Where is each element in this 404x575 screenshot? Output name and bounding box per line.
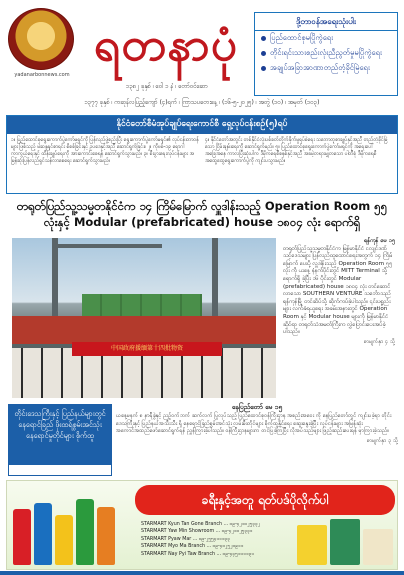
motto-item-text: တိုင်းရင်းသားစည်းလုံးညီညွတ်မှုမပြိုကွဲရေး — [270, 48, 382, 57]
site-url: yadanarbonnews.com — [14, 72, 70, 78]
advertisement[interactable] — [6, 480, 398, 570]
secondary-article-body: ယနေ့မနက် ၈ နာရီခွဲနှင့် ညဉ့်ဝက်ဘက် ဆက်လက် ပြုလုပ်သည့် ပြည်ထောင်စုဝန်ကြီးဌာန အစည်းအဝေး ကို နေပြည်တော်တွင် ကျင်းပခဲ့ရာ တိုင်းဒေသကြီးနှင့် ပြည်နယ်အသီးသီး ရှိ နေရောင်ခြည်စွမ်းအင်သုံး လမ်းမီးတိုင်များ စိုက်ထူနိုင်ရေး ဆွေးနွေးခဲ့ပြီး လုပ်ငန်းများ အမြန်ဆုံး အကောင်အထည်ဖော်ဆောင်ရွက်ရန် ညွှန်ကြားခဲ့ပါသည်။ ဝန်ကြီးဌာနများက တင်ပြခဲ့ကြပြီး လိုအပ်သည်များ ဖြည့်ဆည်းပေးရန် မှာကြားခဲ့သည်။ — [116, 413, 392, 435]
policy-column-right: ၄။ နိုင်ငံတော်အတွင်း တစ်နိုင်ငံလုံးပစ်ခတ်တိုက်ခိုက်မှုရပ်စဲရေး သဘောတူစာချုပ်နှင့်အညီ တည်တံ့ခိုင်မြဲသော ငြိမ်းချမ်းရေးကို ဆောင်ရွက်မည်။ ၅။ ပြည်ထောင်စုရွေးကောက်ပွဲကော်မရှင်ကို အရေးပေါ်အခြေအနေ ကာလပြီးဆုံးပါက ဒီမိုကရေစီစနစ်နှင့်အညီ အခမဲ့တရားမျှတသော ပါတီစုံ ဒီမိုကရေစီ အထွေထွေရွေးကောက်ပွဲကို ကျင်းပသွားမည်။ — [205, 137, 388, 164]
product-cans — [13, 489, 133, 565]
product-box — [330, 519, 360, 565]
can-image — [55, 515, 73, 565]
bullet-icon — [261, 51, 266, 56]
can-image — [97, 507, 115, 565]
ad-branch-line: STARMART Nay Pyi Taw Branch ... ၀၉-၄၄၅၁၁၁၁၃၁ — [141, 551, 255, 557]
bullet-icon — [261, 36, 266, 41]
lead-article-text — [283, 238, 395, 346]
policy-heading: နိုင်ငံတော်စီမံအုပ်ချုပ်ရေးကောင်စီ ရှေ့လုပ်ငန်းစဉ်(၅)ရပ် — [7, 116, 397, 134]
product-box — [363, 529, 393, 565]
ad-branch-line: STARMART Myo Ma Branch ... ၀၉-၄၀၂၅၂၀၉၁၁ — [141, 544, 244, 550]
footer-rule — [0, 571, 404, 575]
ad-branch-line: STARMART Yaw Min Showroom ... ၀၉-၄၂၁၀၂၅၃၃၁ — [141, 529, 253, 535]
motto-item-text: အချုပ်အခြာအာဏာတည်တံ့ခိုင်မြဲရေး — [270, 63, 370, 72]
ad-branch-line: STARMART Kyun Tan Gone Branch ... ၀၉-၄၂၁၀၂၅၃၃၂ — [141, 522, 261, 527]
crane-shape — [52, 238, 58, 318]
policy-columns — [7, 134, 397, 168]
ad-branch-line: STARMART Pyaw Mar ... ၀၉-၂၅၅၄၁၁၁၃၃ — [141, 536, 230, 542]
motto-item — [255, 61, 397, 76]
ad-branch-list — [141, 521, 291, 558]
bullet-icon — [261, 66, 266, 71]
newspaper-seal-logo — [8, 8, 74, 70]
lead-headline[interactable]: တရုတ်ပြည်သူ့သမ္မတနိုင်ငံက ၁၄ ကြိမ်မြောက် လှူဒါန်းသည့် Operation Room ၅၅ လုံးနှင့် Modular (prefabricated) house ၁၈၀၄ လုံး ရောက်ရှိ — [16, 199, 388, 229]
solar-article-box[interactable] — [8, 404, 112, 476]
can-image — [34, 503, 52, 565]
can-image — [76, 499, 94, 565]
ad-product-boxes — [297, 519, 393, 565]
policy-banner — [6, 115, 398, 194]
product-box — [297, 525, 327, 565]
newspaper-title: ရတနာပုံ — [93, 17, 239, 71]
article-body: တရုတ်ပြည်သူ့သမ္မတနိုင်ငံက မြန်မာနိုင်ငံ ငလျင်ဒဏ်သင့်ဒေသများ ပြန်လည်ထူထောင်ရေးအတွက် ၁၄ ကြိမ်မြောက် ပေးပို့ လှူဒါန်းသည့် Operation Room ၅၅ လုံး ကို ယနေ့ နံနက်ပိုင်းတွင် MITT Terminal သို့ ရောက်ရှိ ခဲ့ပြီး ၁၆ ပိုင်းတွင် Modular (prefabricated) house ၁၈၀၄ လုံး တင်ဆောင် လာသော SOUTHERN VENTURE သင်္ဘောသည် ရန်ကုန်မြို့ တင်ဆိပ်သို့ ဆိုက်ကပ်ခဲ့ပါသည်။ ၎င်းပစ္စည်းများ လက်ခံရယူရေး အခမ်းအနားတွင် Operation Room နှင့် Modular house များကို မြန်မာနိုင်ငံ ဆိုင်ရာ တရုတ်သံအမတ်ကြီးက လွှဲပြောင်းပေးအပ်ခဲ့ပါသည်။ — [283, 245, 393, 336]
ship-hull — [12, 316, 276, 344]
secondary-article — [116, 404, 398, 445]
ad-slogan: ခရီးနှင့်အတူ ရတ်ပဒ်ပိုလိုက်ပါ — [135, 485, 395, 515]
secondary-article-dateline: နေပြည်တော် မေ ၁၅ — [231, 403, 283, 411]
article-dateline: ရန်ကုန် မေ ၁၅ — [364, 238, 395, 244]
can-image — [13, 509, 31, 565]
continued-link[interactable]: စာမျက်နှာ ၃ သို့ — [366, 437, 398, 444]
motto-item-text: ပြည်ထောင်စုမပြိုကွဲရေး — [270, 33, 334, 42]
ceremony-banner: 中国政府援缅第十四批物资 — [72, 342, 222, 356]
solar-article-heading: တိုင်းဒေသကြီးနှင့် ပြည်နယ်များတွင် နေရောင်ခြည် ဖိုးထရ်စွမ်းအင်သုံး နေရောင်မှုတိုင်များ စိုက်ထူ — [9, 405, 111, 465]
motto-item — [255, 31, 397, 46]
motto-item — [255, 46, 397, 61]
lead-photo[interactable] — [12, 238, 276, 398]
issue-line: ၁၃၈၂ ခုနှစ် ၊ ဝေါ ၁ နံ ၊ တော်ဝင်ဆော — [126, 83, 208, 90]
crane-shape — [212, 238, 218, 318]
crane-arm-shape — [52, 244, 162, 248]
continued-link[interactable]: စာမျက်နှာ ၄ သို့ — [363, 338, 395, 345]
motto-box — [254, 12, 398, 96]
masthead — [6, 6, 398, 112]
motto-heading: ဒို့တာဝန်အရေးသုံးပါး — [255, 13, 397, 31]
date-line: ၁၃၇၇ ခုနှစ် ၊ ကဆုန်လပြည့်ကျော် (၄)ရက် ၊ ကြာသပတေးနေ့ ၊ (၁၆-၅-၂၀၂၅) ၊ အတွဲ (၁၀) ၊ အမှတ် (၁၀၃) — [84, 99, 320, 106]
policy-column-left: ၁။ ပြည်ထောင်စုရွေးကောက်ပွဲကော်မရှင်ကို ပြန်လည်ဖွဲ့စည်းပြီး ရွေးကောက်ပွဲကော်မရှင်၏ လုပ်ငန်းတာဝန်များ ဖြစ်သည့် မဲဆန္ဒရှင်စာရင်း စိစစ်ခြင်းနှင့် ဥပဒေနှင့်အညီ ဆောင်ရွက်ခြင်း။ ၂။ ကိုဗစ်-၁၉ ရောဂါကာကွယ်ရေးနှင့် ထိန်းချုပ်ရေးကို အားကောင်းစေရန် ဆောင်ရွက်သွားမည်။ ၃။ စီးပွားရေးလုပ်ငန်းများ အမြန်ဆုံးပြန်လည်ရှင်သန်လာစေရေး ဆောင်ရွက်သွားမည်။ — [11, 137, 199, 164]
